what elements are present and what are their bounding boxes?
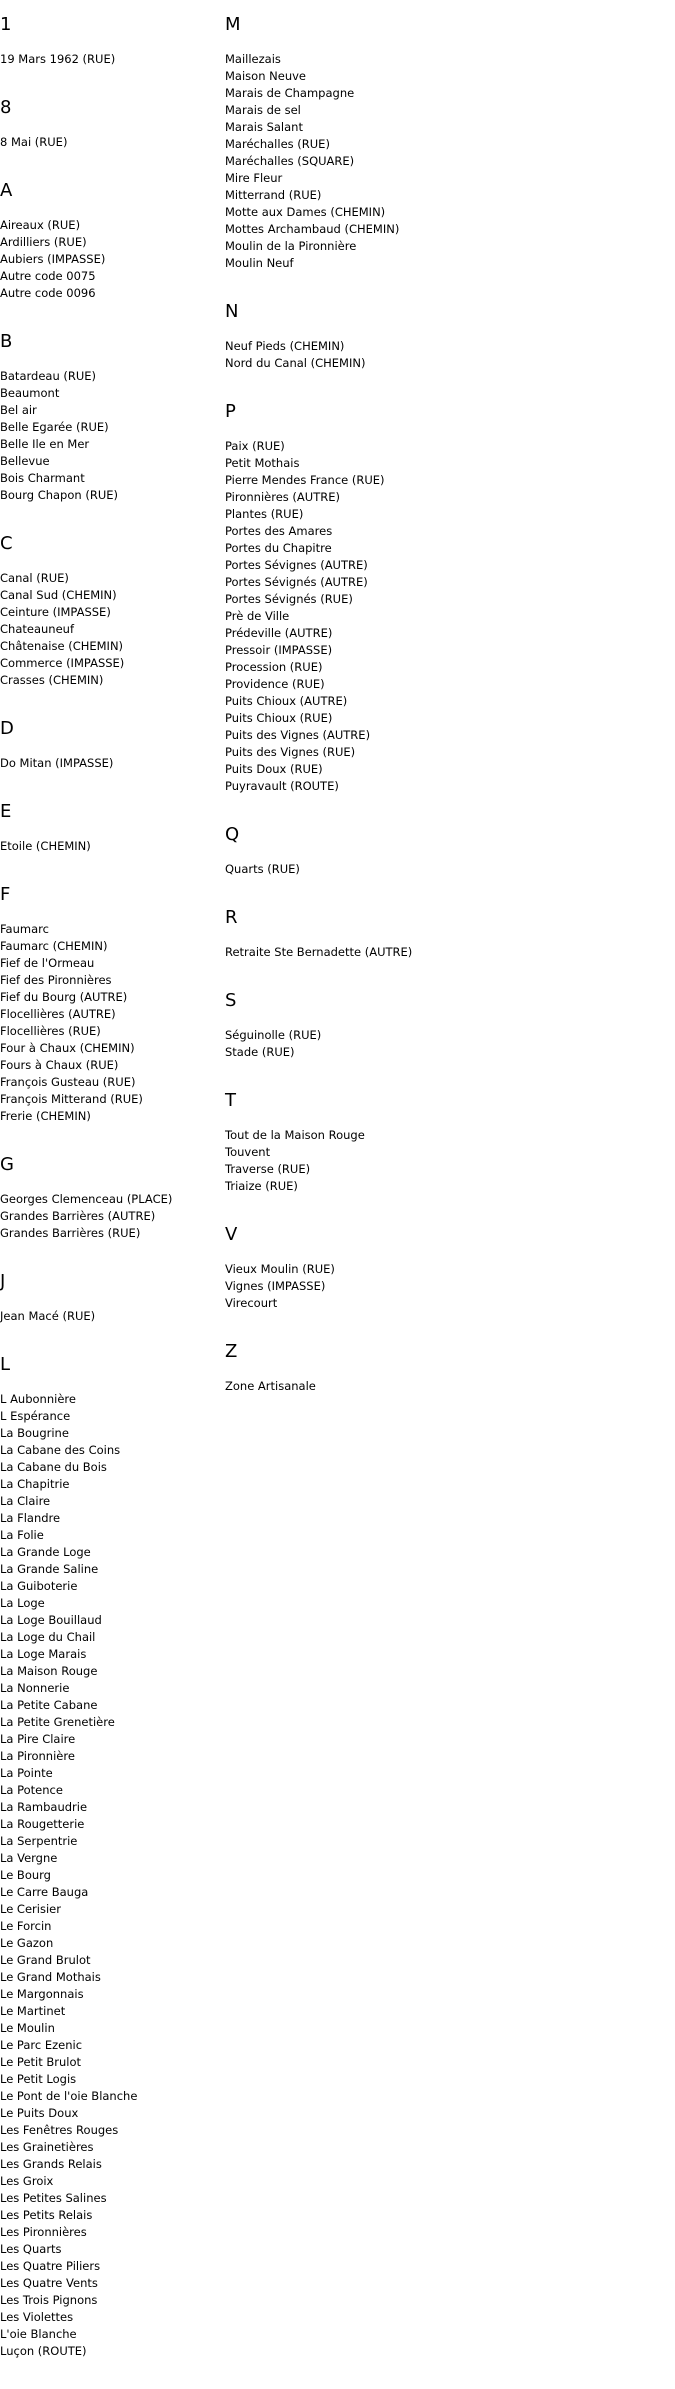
letter-section-q bbox=[225, 824, 665, 878]
letter-section-b bbox=[0, 331, 220, 504]
street-name-item: Portes des Amares bbox=[225, 524, 333, 538]
street-name-item: Mitterrand (RUE) bbox=[225, 188, 322, 202]
street-name-item: Châtenaise (CHEMIN) bbox=[0, 639, 124, 653]
street-name-item: Le Petit Logis bbox=[0, 2072, 77, 2086]
letter-heading: V bbox=[225, 1224, 238, 1245]
street-name-item: Le Martinet bbox=[0, 2004, 66, 2018]
street-name-item: Les Petits Relais bbox=[0, 2208, 93, 2222]
letter-section-p bbox=[225, 401, 665, 795]
street-name-item: Prè de Ville bbox=[225, 609, 290, 623]
street-list bbox=[225, 1261, 665, 1312]
street-name-item: La Flandre bbox=[0, 1511, 61, 1525]
street-name-item: Bois Charmant bbox=[0, 471, 85, 485]
letter-section-a bbox=[0, 180, 220, 302]
street-name-item: Vieux Moulin (RUE) bbox=[225, 1262, 335, 1276]
street-name-item: Les Grands Relais bbox=[0, 2157, 102, 2171]
street-name-item: Le Pont de l'oie Blanche bbox=[0, 2089, 138, 2103]
street-name-item: Moulin Neuf bbox=[225, 256, 294, 270]
street-list bbox=[0, 570, 220, 689]
street-name-item: Marais de Champagne bbox=[225, 86, 355, 100]
street-name-item: Plantes (RUE) bbox=[225, 507, 304, 521]
street-list bbox=[0, 51, 220, 68]
street-name-item: Stade (RUE) bbox=[225, 1045, 295, 1059]
letter-section-t bbox=[225, 1090, 665, 1195]
street-name-item: Jean Macé (RUE) bbox=[0, 1309, 96, 1323]
street-name-item: Pierre Mendes France (RUE) bbox=[225, 473, 385, 487]
street-name-item: Portes du Chapitre bbox=[225, 541, 332, 555]
street-name-item: La Guiboterie bbox=[0, 1579, 78, 1593]
street-name-item: Neuf Pieds (CHEMIN) bbox=[225, 339, 345, 353]
street-list bbox=[225, 51, 665, 272]
street-name-item: La Nonnerie bbox=[0, 1681, 70, 1695]
street-name-item: La Vergne bbox=[0, 1851, 58, 1865]
street-name-item: La Rougetterie bbox=[0, 1817, 85, 1831]
street-name-item: Autre code 0096 bbox=[0, 286, 96, 300]
street-name-item: Triaize (RUE) bbox=[225, 1179, 298, 1193]
street-name-item: La Cabane des Coins bbox=[0, 1443, 121, 1457]
street-name-item: Petit Mothais bbox=[225, 456, 300, 470]
street-name-item: Virecourt bbox=[225, 1296, 278, 1310]
letter-heading: C bbox=[0, 533, 13, 554]
street-name-item: Le Margonnais bbox=[0, 1987, 84, 2001]
letter-heading: A bbox=[0, 180, 13, 201]
street-name-item: Ardilliers (RUE) bbox=[0, 235, 87, 249]
street-name-item: Puits des Vignes (RUE) bbox=[225, 745, 356, 759]
street-name-item: Fief de l'Ormeau bbox=[0, 956, 95, 970]
street-name-item: Mire Fleur bbox=[225, 171, 283, 185]
letter-heading: N bbox=[225, 301, 239, 322]
street-name-item: Puits Chioux (RUE) bbox=[225, 711, 333, 725]
street-list bbox=[0, 1308, 220, 1325]
letter-heading: D bbox=[0, 718, 14, 739]
street-name-item: Touvent bbox=[225, 1145, 271, 1159]
street-name-item: Ceinture (IMPASSE) bbox=[0, 605, 111, 619]
street-name-item: La Bougrine bbox=[0, 1426, 69, 1440]
street-name-item: Les Grainetières bbox=[0, 2140, 94, 2154]
letter-section-j bbox=[0, 1271, 220, 1325]
street-name-item: La Loge bbox=[0, 1596, 45, 1610]
street-name-item: Mottes Archambaud (CHEMIN) bbox=[225, 222, 400, 236]
street-name-item: Les Petites Salines bbox=[0, 2191, 107, 2205]
letter-heading: Z bbox=[225, 1341, 238, 1362]
street-name-item: Luçon (ROUTE) bbox=[0, 2344, 87, 2358]
street-name-item: La Claire bbox=[0, 1494, 51, 1508]
street-name-item: Canal Sud (CHEMIN) bbox=[0, 588, 117, 602]
street-name-item: Faumarc (CHEMIN) bbox=[0, 939, 108, 953]
street-name-item: Autre code 0075 bbox=[0, 269, 96, 283]
street-name-item: François Gusteau (RUE) bbox=[0, 1075, 136, 1089]
street-name-item: Batardeau (RUE) bbox=[0, 369, 97, 383]
street-list bbox=[225, 944, 665, 961]
street-name-item: Grandes Barrières (AUTRE) bbox=[0, 1209, 156, 1223]
street-name-item: Four à Chaux (CHEMIN) bbox=[0, 1041, 135, 1055]
street-name-item: Pironnières (AUTRE) bbox=[225, 490, 340, 504]
street-name-item: La Grande Loge bbox=[0, 1545, 91, 1559]
street-name-item: Puits des Vignes (AUTRE) bbox=[225, 728, 371, 742]
street-name-item: Le Bourg bbox=[0, 1868, 51, 1882]
street-list bbox=[225, 338, 665, 372]
street-name-item: La Folie bbox=[0, 1528, 44, 1542]
street-name-item: Frerie (CHEMIN) bbox=[0, 1109, 91, 1123]
street-name-item: Pressoir (IMPASSE) bbox=[225, 643, 333, 657]
street-name-item: La Serpentrie bbox=[0, 1834, 78, 1848]
street-name-item: Bel air bbox=[0, 403, 37, 417]
street-name-item: Commerce (IMPASSE) bbox=[0, 656, 125, 670]
street-name-item: Puyravault (ROUTE) bbox=[225, 779, 339, 793]
street-name-item: Portes Sévignes (AUTRE) bbox=[225, 558, 368, 572]
street-list bbox=[0, 134, 220, 151]
street-name-item: Portes Sévignés (RUE) bbox=[225, 592, 353, 606]
street-name-item: Retraite Ste Bernadette (AUTRE) bbox=[225, 945, 413, 959]
street-name-item: Puits Chioux (AUTRE) bbox=[225, 694, 348, 708]
letter-section-8 bbox=[0, 97, 220, 151]
street-name-item: Crasses (CHEMIN) bbox=[0, 673, 104, 687]
street-name-item: Paix (RUE) bbox=[225, 439, 285, 453]
street-list bbox=[0, 838, 220, 855]
letter-heading: 1 bbox=[0, 14, 12, 35]
street-name-item: Procession (RUE) bbox=[225, 660, 323, 674]
street-name-item: La Pironnière bbox=[0, 1749, 75, 1763]
street-name-item: Belle Egarée (RUE) bbox=[0, 420, 109, 434]
street-list bbox=[0, 1191, 220, 1242]
street-name-item: Le Gazon bbox=[0, 1936, 54, 1950]
street-name-item: Les Trois Pignons bbox=[0, 2293, 98, 2307]
street-name-item: La Petite Grenetière bbox=[0, 1715, 115, 1729]
letter-heading: G bbox=[0, 1154, 14, 1175]
street-name-item: Aireaux (RUE) bbox=[0, 218, 81, 232]
street-name-item: Les Quatre Piliers bbox=[0, 2259, 101, 2273]
letter-section-v bbox=[225, 1224, 665, 1312]
street-list bbox=[225, 1127, 665, 1195]
street-name-item: Maréchalles (SQUARE) bbox=[225, 154, 355, 168]
street-name-item: François Mitterand (RUE) bbox=[0, 1092, 143, 1106]
street-name-item: Motte aux Dames (CHEMIN) bbox=[225, 205, 386, 219]
street-name-item: Georges Clemenceau (PLACE) bbox=[0, 1192, 173, 1206]
street-name-item: Le Petit Brulot bbox=[0, 2055, 82, 2069]
street-name-item: Le Carre Bauga bbox=[0, 1885, 89, 1899]
street-name-item: Les Violettes bbox=[0, 2310, 74, 2324]
street-list bbox=[225, 1378, 665, 1395]
letter-heading: M bbox=[225, 14, 241, 35]
street-name-item: Marais Salant bbox=[225, 120, 303, 134]
street-name-item: Fours à Chaux (RUE) bbox=[0, 1058, 119, 1072]
street-index-right-column bbox=[225, 14, 665, 1424]
street-name-item: La Chapitrie bbox=[0, 1477, 70, 1491]
street-name-item: Marais de sel bbox=[225, 103, 301, 117]
letter-heading: R bbox=[225, 907, 238, 928]
street-name-item: Séguinolle (RUE) bbox=[225, 1028, 322, 1042]
street-name-item: Bellevue bbox=[0, 454, 50, 468]
street-name-item: Puits Doux (RUE) bbox=[225, 762, 323, 776]
street-name-item: Chateauneuf bbox=[0, 622, 74, 636]
street-list bbox=[225, 438, 665, 795]
letter-section-c bbox=[0, 533, 220, 689]
street-name-item: Aubiers (IMPASSE) bbox=[0, 252, 106, 266]
letter-heading: E bbox=[0, 801, 12, 822]
letter-section-z bbox=[225, 1341, 665, 1395]
street-list bbox=[0, 217, 220, 302]
street-name-item: Bourg Chapon (RUE) bbox=[0, 488, 118, 502]
street-name-item: Les Pironnières bbox=[0, 2225, 87, 2239]
letter-section-d bbox=[0, 718, 220, 772]
street-name-item: Canal (RUE) bbox=[0, 571, 69, 585]
letter-section-1 bbox=[0, 14, 220, 68]
street-name-item: La Maison Rouge bbox=[0, 1664, 98, 1678]
letter-section-m bbox=[225, 14, 665, 272]
street-name-item: Quarts (RUE) bbox=[225, 862, 300, 876]
street-name-item: Le Puits Doux bbox=[0, 2106, 79, 2120]
street-name-item: Etoile (CHEMIN) bbox=[0, 839, 91, 853]
street-name-item: Les Groix bbox=[0, 2174, 54, 2188]
street-name-item: La Pointe bbox=[0, 1766, 53, 1780]
letter-section-e bbox=[0, 801, 220, 855]
street-name-item: Grandes Barrières (RUE) bbox=[0, 1226, 141, 1240]
street-name-item: La Pire Claire bbox=[0, 1732, 76, 1746]
street-name-item: Nord du Canal (CHEMIN) bbox=[225, 356, 366, 370]
letter-heading: B bbox=[0, 331, 13, 352]
street-name-item: Le Cerisier bbox=[0, 1902, 61, 1916]
street-name-item: Moulin de la Pironnière bbox=[225, 239, 357, 253]
street-name-item: Fief des Pironnières bbox=[0, 973, 112, 987]
street-list bbox=[0, 755, 220, 772]
street-list bbox=[0, 368, 220, 504]
street-name-item: Les Fenêtres Rouges bbox=[0, 2123, 119, 2137]
street-list bbox=[225, 1027, 665, 1061]
street-name-item: La Potence bbox=[0, 1783, 63, 1797]
street-name-item: Les Quatre Vents bbox=[0, 2276, 98, 2290]
letter-section-r bbox=[225, 907, 665, 961]
letter-section-n bbox=[225, 301, 665, 372]
letter-section-s bbox=[225, 990, 665, 1061]
street-name-item: Maillezais bbox=[225, 52, 281, 66]
street-name-item: L'oie Blanche bbox=[0, 2327, 77, 2341]
letter-section-f bbox=[0, 884, 220, 1125]
street-name-item: Flocellières (AUTRE) bbox=[0, 1007, 116, 1021]
street-name-item: Flocellières (RUE) bbox=[0, 1024, 101, 1038]
street-name-item: Belle Ile en Mer bbox=[0, 437, 90, 451]
street-name-item: L Espérance bbox=[0, 1409, 71, 1423]
letter-heading: L bbox=[0, 1354, 11, 1375]
street-name-item: Traverse (RUE) bbox=[225, 1162, 311, 1176]
street-name-item: Beaumont bbox=[0, 386, 60, 400]
street-name-item: 19 Mars 1962 (RUE) bbox=[0, 52, 116, 66]
street-name-item: La Petite Cabane bbox=[0, 1698, 98, 1712]
letter-heading: 8 bbox=[0, 97, 12, 118]
letter-heading: Q bbox=[225, 824, 240, 845]
street-name-item: La Grande Saline bbox=[0, 1562, 99, 1576]
street-name-item: La Cabane du Bois bbox=[0, 1460, 107, 1474]
street-list bbox=[0, 921, 220, 1125]
street-name-item: Tout de la Maison Rouge bbox=[225, 1128, 365, 1142]
street-name-item: Les Quarts bbox=[0, 2242, 62, 2256]
street-index-left-column bbox=[0, 14, 220, 2389]
street-name-item: Maison Neuve bbox=[225, 69, 306, 83]
street-name-item: Maréchalles (RUE) bbox=[225, 137, 330, 151]
street-name-item: Providence (RUE) bbox=[225, 677, 325, 691]
street-name-item: Prédeville (AUTRE) bbox=[225, 626, 333, 640]
street-name-item: Le Grand Brulot bbox=[0, 1953, 91, 1967]
street-name-item: Le Parc Ezenic bbox=[0, 2038, 83, 2052]
letter-heading: P bbox=[225, 401, 236, 422]
street-name-item: Le Moulin bbox=[0, 2021, 55, 2035]
letter-heading: J bbox=[0, 1271, 6, 1292]
street-list bbox=[0, 1391, 220, 2360]
street-name-item: Le Forcin bbox=[0, 1919, 52, 1933]
street-name-item: Fief du Bourg (AUTRE) bbox=[0, 990, 128, 1004]
letter-heading: T bbox=[225, 1090, 236, 1111]
letter-heading: F bbox=[0, 884, 11, 905]
street-name-item: Le Grand Mothais bbox=[0, 1970, 101, 1984]
street-name-item: Vignes (IMPASSE) bbox=[225, 1279, 326, 1293]
street-name-item: 8 Mai (RUE) bbox=[0, 135, 68, 149]
street-name-item: La Loge Marais bbox=[0, 1647, 87, 1661]
letter-heading: S bbox=[225, 990, 237, 1011]
street-name-item: La Loge Bouillaud bbox=[0, 1613, 102, 1627]
street-name-item: Faumarc bbox=[0, 922, 49, 936]
street-name-item: Zone Artisanale bbox=[225, 1379, 316, 1393]
letter-section-g bbox=[0, 1154, 220, 1242]
letter-section-l bbox=[0, 1354, 220, 2360]
street-name-item: L Aubonnière bbox=[0, 1392, 76, 1406]
street-name-item: Portes Sévignés (AUTRE) bbox=[225, 575, 368, 589]
street-name-item: La Loge du Chail bbox=[0, 1630, 96, 1644]
street-name-item: La Rambaudrie bbox=[0, 1800, 88, 1814]
street-name-item: Do Mitan (IMPASSE) bbox=[0, 756, 114, 770]
street-list bbox=[225, 861, 665, 878]
